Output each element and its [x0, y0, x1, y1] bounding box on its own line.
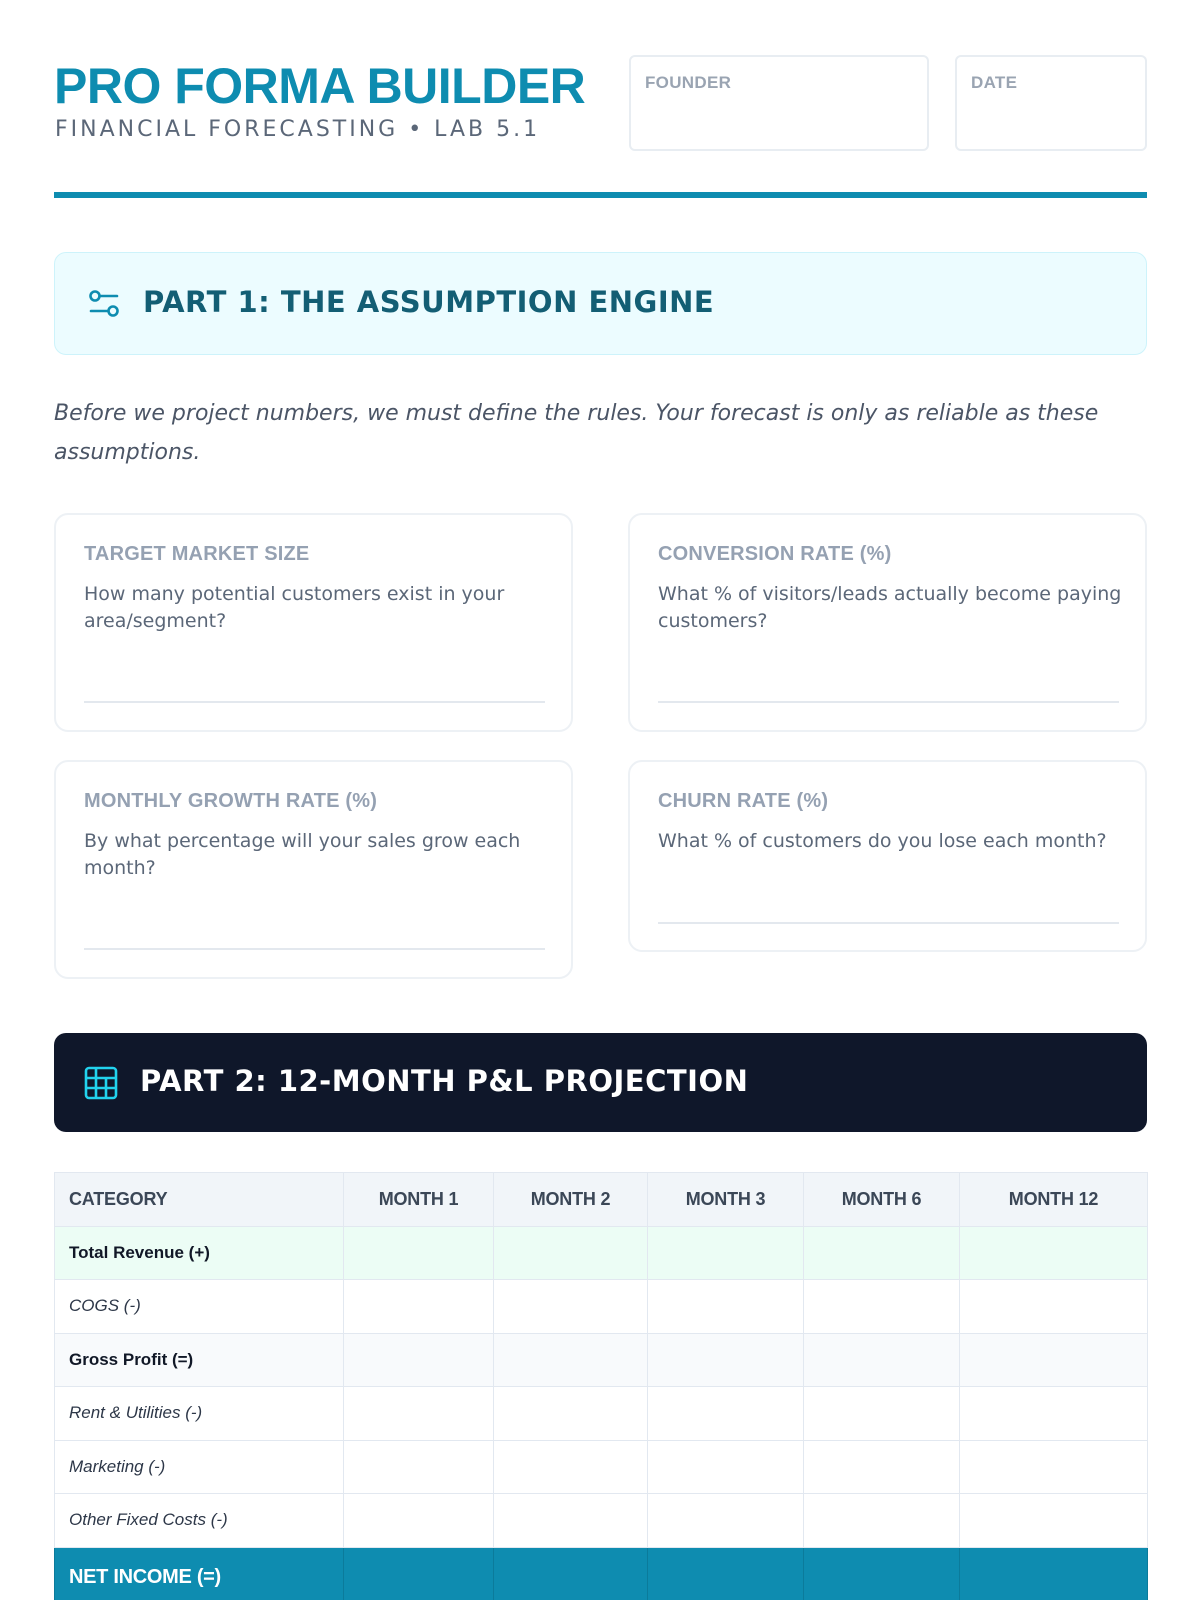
- part1-banner: [54, 252, 1147, 355]
- assumption-card-growth-rate: [54, 760, 573, 979]
- table-cell[interactable]: [648, 1440, 804, 1494]
- table-cell[interactable]: [344, 1333, 494, 1387]
- assumption-card-conversion-rate: [628, 513, 1147, 732]
- table-cell[interactable]: [344, 1547, 494, 1600]
- table-cell[interactable]: [344, 1494, 494, 1548]
- assumption-card-market-size: [54, 513, 573, 732]
- table-cell[interactable]: [648, 1387, 804, 1441]
- row-label: Rent & Utilities (-): [55, 1387, 344, 1441]
- table-header-row: [55, 1173, 1148, 1227]
- table-cell[interactable]: [344, 1280, 494, 1334]
- column-header: MONTH 2: [494, 1173, 648, 1227]
- table-cell[interactable]: [494, 1226, 648, 1280]
- founder-label: FOUNDER: [645, 73, 732, 92]
- answer-line[interactable]: [84, 948, 545, 950]
- table-cell[interactable]: [960, 1547, 1148, 1600]
- column-header: MONTH 1: [344, 1173, 494, 1227]
- table-cell[interactable]: [344, 1440, 494, 1494]
- part2-title: PART 2: 12-MONTH P&L PROJECTION: [140, 1064, 749, 1098]
- table-row: [55, 1494, 1148, 1548]
- table-cell[interactable]: [960, 1494, 1148, 1548]
- table-cell[interactable]: [960, 1440, 1148, 1494]
- column-header: MONTH 3: [648, 1173, 804, 1227]
- column-header: CATEGORY: [55, 1173, 344, 1227]
- table-row: [55, 1333, 1148, 1387]
- table-cell[interactable]: [804, 1333, 960, 1387]
- table-row: [55, 1280, 1148, 1334]
- card-description: What % of visitors/leads actually become paying customers?: [658, 583, 1122, 632]
- row-label: Marketing (-): [55, 1440, 344, 1494]
- table-cell[interactable]: [494, 1547, 648, 1600]
- table-cell[interactable]: [648, 1547, 804, 1600]
- table-cell[interactable]: [960, 1333, 1148, 1387]
- table-cell[interactable]: [344, 1226, 494, 1280]
- table-cell[interactable]: [494, 1387, 648, 1441]
- sliders-icon: [87, 287, 121, 321]
- row-label: COGS (-): [55, 1280, 344, 1334]
- page-title: PRO FORMA BUILDER: [54, 58, 586, 114]
- table-cell[interactable]: [494, 1440, 648, 1494]
- header: [54, 55, 1147, 205]
- column-header: MONTH 12: [960, 1173, 1148, 1227]
- table-cell[interactable]: [804, 1280, 960, 1334]
- assumption-card-churn-rate: [628, 760, 1147, 952]
- row-label: Other Fixed Costs (-): [55, 1494, 344, 1548]
- date-field[interactable]: [955, 55, 1147, 151]
- answer-line[interactable]: [658, 701, 1119, 703]
- table-cell[interactable]: [648, 1226, 804, 1280]
- card-description: How many potential customers exist in your area/segment?: [84, 583, 505, 632]
- table-cell[interactable]: [494, 1280, 648, 1334]
- table-cell[interactable]: [960, 1387, 1148, 1441]
- net-income-row: [55, 1547, 1148, 1600]
- founder-field[interactable]: [629, 55, 929, 151]
- card-description: What % of customers do you lose each month?: [658, 830, 1107, 852]
- answer-line[interactable]: [84, 701, 545, 703]
- table-row: [55, 1440, 1148, 1494]
- card-title: CONVERSION RATE (%): [658, 543, 892, 565]
- table-cell[interactable]: [804, 1387, 960, 1441]
- table-row: [55, 1226, 1148, 1280]
- table-cell[interactable]: [804, 1440, 960, 1494]
- part2-banner: [54, 1033, 1147, 1132]
- table-cell[interactable]: [494, 1333, 648, 1387]
- table-row: [55, 1387, 1148, 1441]
- answer-line[interactable]: [658, 922, 1119, 924]
- part1-intro: Before we project numbers, we must define the rules. Your forecast is only as reliable as these assumptions.: [54, 401, 1099, 465]
- part1-title: PART 1: THE ASSUMPTION ENGINE: [143, 285, 715, 319]
- table-icon: [83, 1065, 119, 1101]
- header-divider: [54, 192, 1147, 198]
- table-cell[interactable]: [648, 1280, 804, 1334]
- pnl-table: [54, 1172, 1148, 1600]
- table-cell[interactable]: [344, 1387, 494, 1441]
- table-cell[interactable]: [494, 1494, 648, 1548]
- table-cell[interactable]: [648, 1494, 804, 1548]
- page-subtitle: FINANCIAL FORECASTING • LAB 5.1: [55, 117, 541, 142]
- table-cell[interactable]: [804, 1494, 960, 1548]
- row-label: NET INCOME (=): [55, 1547, 344, 1600]
- table-cell[interactable]: [960, 1280, 1148, 1334]
- table-cell[interactable]: [804, 1547, 960, 1600]
- table-cell[interactable]: [960, 1226, 1148, 1280]
- table-cell[interactable]: [804, 1226, 960, 1280]
- card-title: CHURN RATE (%): [658, 790, 829, 812]
- card-title: MONTHLY GROWTH RATE (%): [84, 790, 378, 812]
- card-description: By what percentage will your sales grow each month?: [84, 830, 521, 879]
- column-header: MONTH 6: [804, 1173, 960, 1227]
- date-label: DATE: [971, 73, 1018, 92]
- row-label: Total Revenue (+): [55, 1226, 344, 1280]
- table-cell[interactable]: [648, 1333, 804, 1387]
- row-label: Gross Profit (=): [55, 1333, 344, 1387]
- card-title: TARGET MARKET SIZE: [84, 543, 310, 565]
